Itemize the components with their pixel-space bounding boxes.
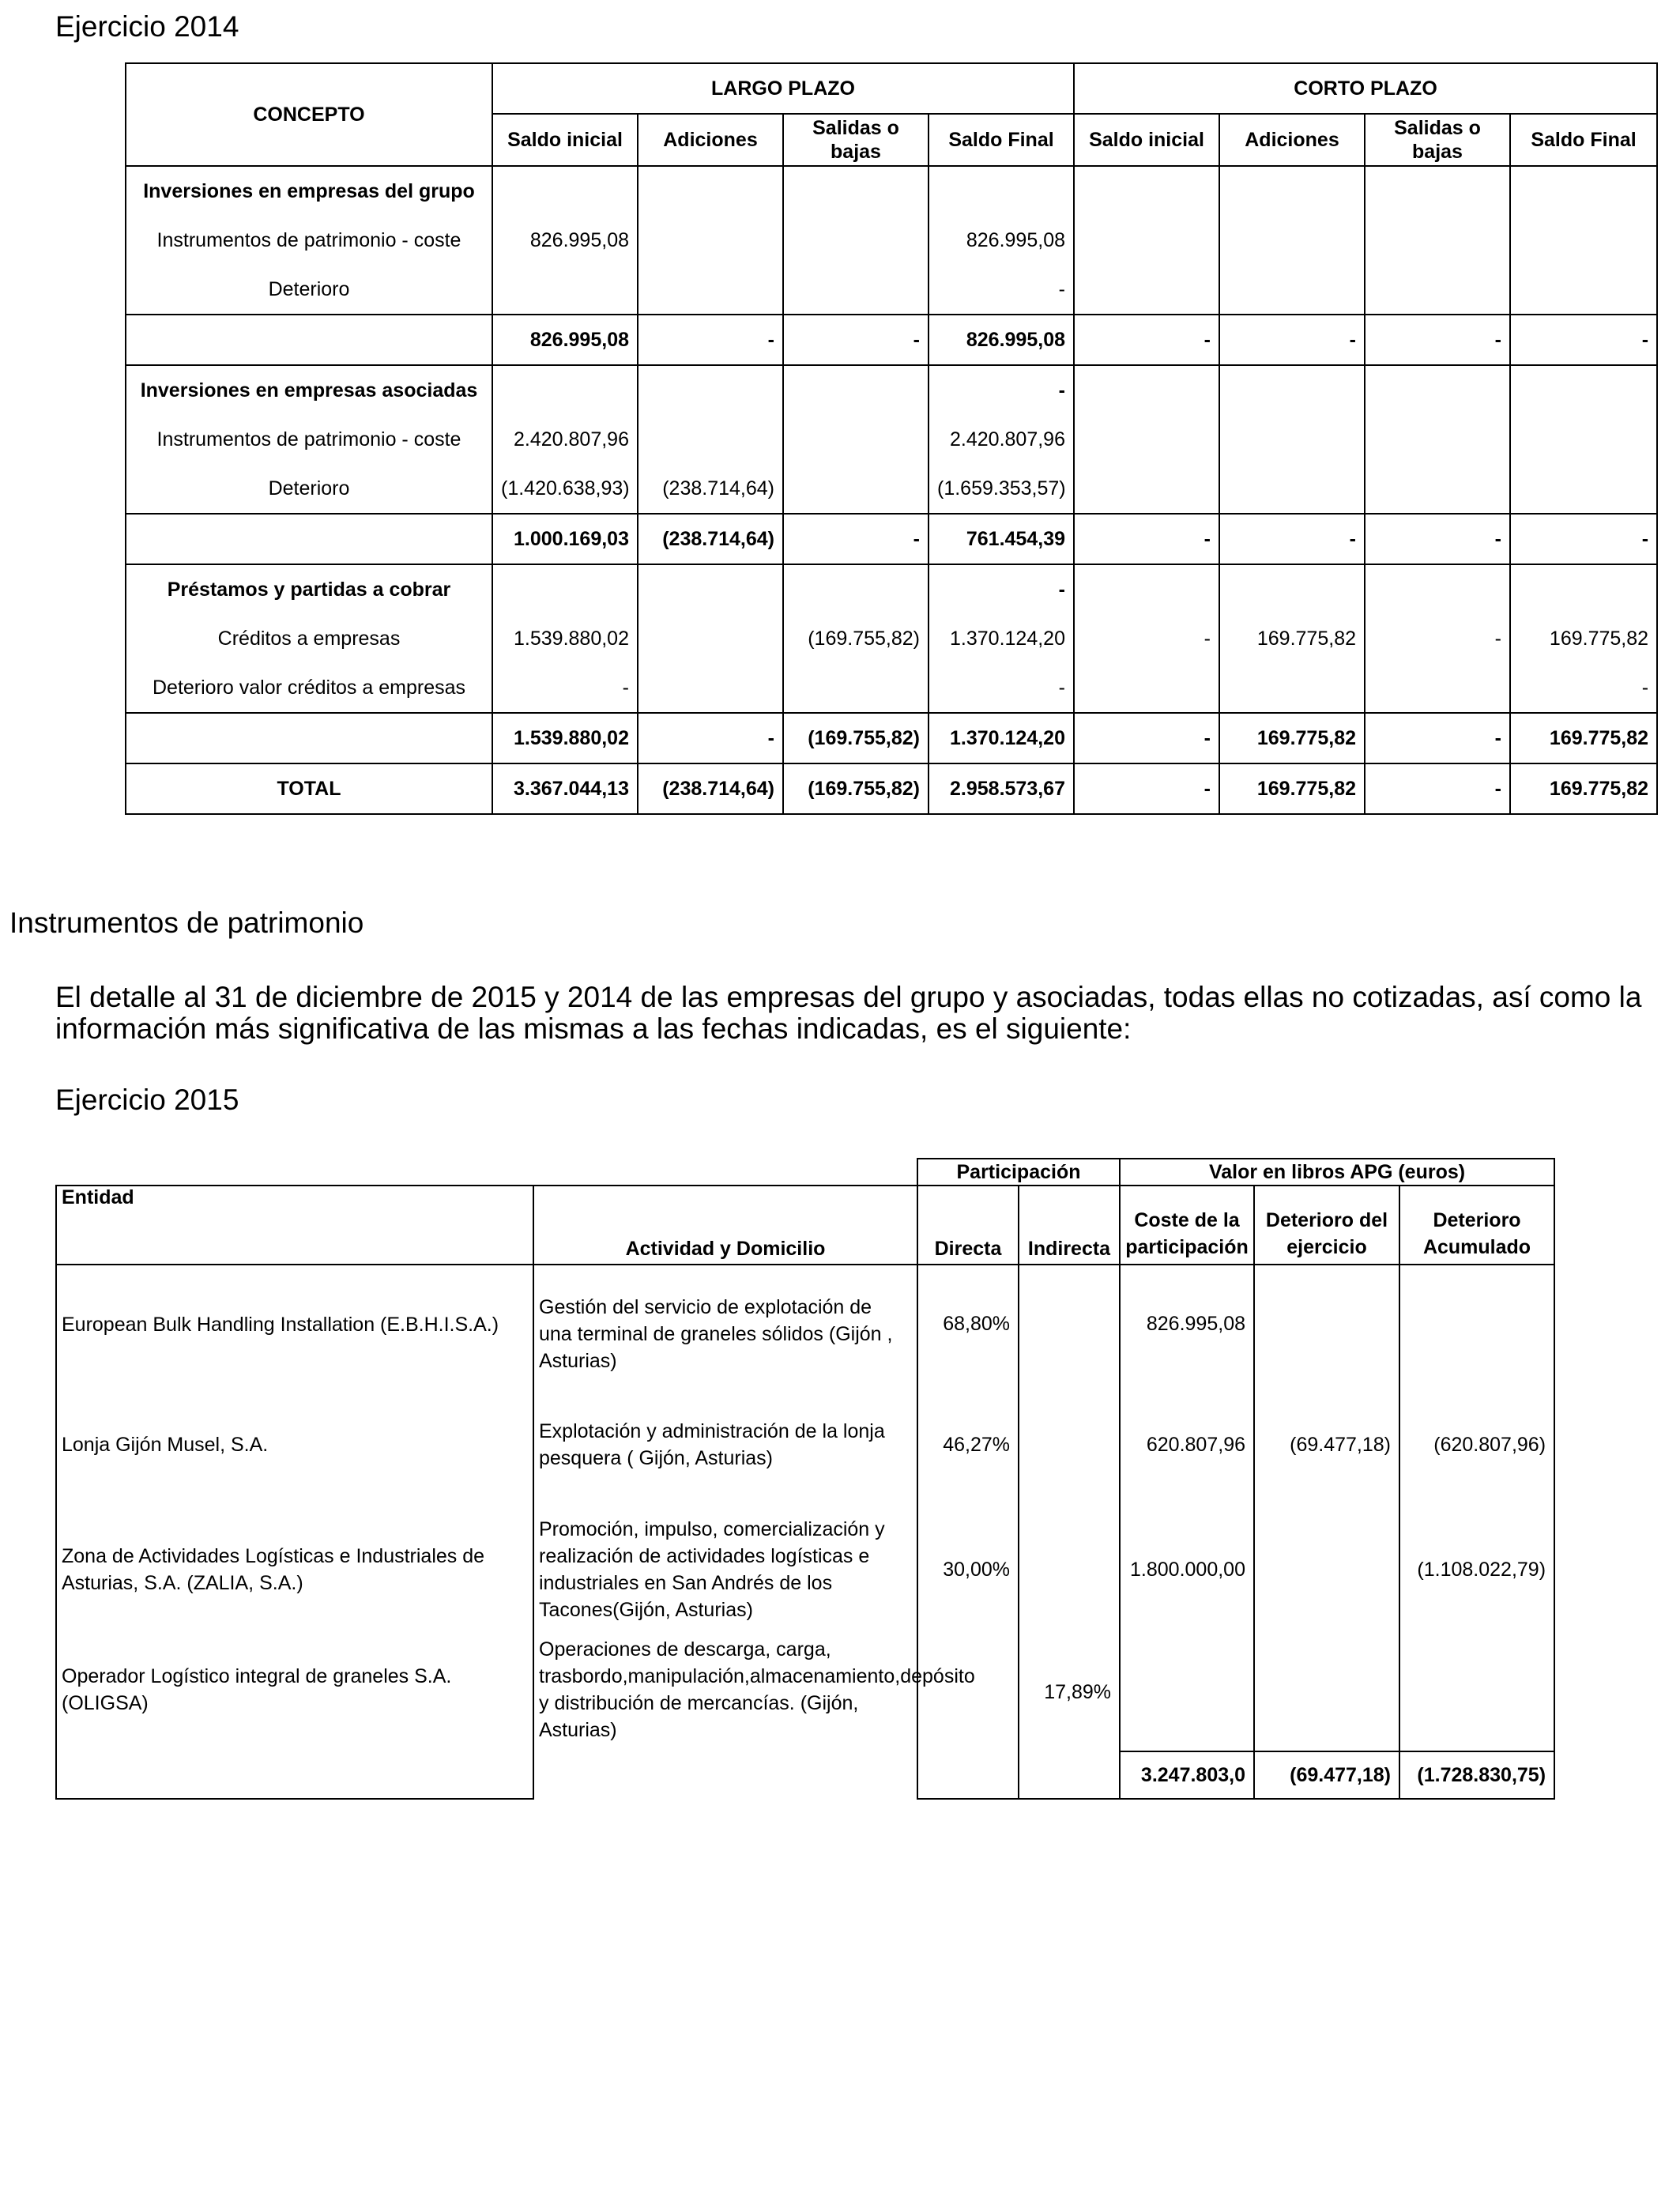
cell: 826.995,08 (929, 315, 1074, 365)
total-label: TOTAL (126, 763, 492, 814)
cell (492, 564, 638, 614)
cell: (1.659.353,57) (929, 464, 1074, 514)
det-ejercicio-cell (1254, 1506, 1399, 1633)
cell (783, 663, 929, 713)
table-row (56, 1506, 1554, 1633)
header-valor-libros: Valor en libros APG (euros) (1120, 1159, 1554, 1186)
det-acumulado-cell: (1.108.022,79) (1399, 1506, 1554, 1633)
cell (492, 265, 638, 315)
section-title-2014: Ejercicio 2014 (55, 10, 239, 43)
table-header-row (126, 63, 1657, 114)
cell (1510, 365, 1657, 415)
actividad-cell: Gestión del servicio de explotación de una terminal de graneles sólidos (Gijón , Asturias) (533, 1265, 917, 1383)
subtotal-row (126, 713, 1657, 763)
row-label: Deterioro (126, 265, 492, 315)
cell: - (929, 564, 1074, 614)
det-ejercicio-cell (1254, 1633, 1399, 1751)
cell: - (1074, 614, 1219, 663)
total-det-ejercicio: (69.477,18) (1254, 1751, 1399, 1799)
header-coste: Coste de la participación (1120, 1186, 1254, 1265)
cell: - (1074, 713, 1219, 763)
header-col: Salidas o bajas (1365, 114, 1510, 166)
cell: 169.775,82 (1219, 614, 1365, 663)
cell: (238.714,64) (638, 464, 783, 514)
cell (1365, 663, 1510, 713)
row-label: Inversiones en empresas asociadas (126, 365, 492, 415)
entidad-cell: Operador Logístico integral de graneles S.A. (OLIGSA) (56, 1633, 533, 1751)
cell: 826.995,08 (492, 216, 638, 265)
intro-paragraph: El detalle al 31 de diciembre de 2015 y 2014 de las empresas del grupo y asociadas, todas ellas no cotizadas, así como la información más significativa de las mismas a las fechas indicadas, es el siguiente: (55, 981, 1642, 1045)
cell (783, 564, 929, 614)
cell: - (929, 365, 1074, 415)
cell: - (1365, 614, 1510, 663)
coste-cell: 620.807,96 (1120, 1383, 1254, 1506)
entidad-cell: Lonja Gijón Musel, S.A. (56, 1383, 533, 1506)
total-coste: 3.247.803,0 (1120, 1751, 1254, 1799)
header-concepto: CONCEPTO (126, 63, 492, 166)
cell: - (1510, 663, 1657, 713)
cell (638, 663, 783, 713)
section-title-instrumentos: Instrumentos de patrimonio (9, 907, 364, 939)
row-label: Instrumentos de patrimonio - coste (126, 216, 492, 265)
cell (783, 265, 929, 315)
cell (1074, 265, 1219, 315)
header-participacion: Participación (917, 1159, 1120, 1186)
cell: - (492, 663, 638, 713)
directa-cell: 30,00% (917, 1506, 1019, 1633)
cell (638, 216, 783, 265)
cell: - (929, 663, 1074, 713)
entidad-cell: European Bulk Handling Installation (E.B.H.I.S.A.) (56, 1265, 533, 1383)
cell: - (783, 514, 929, 564)
coste-cell: 826.995,08 (1120, 1265, 1254, 1383)
section-title-2015: Ejercicio 2015 (55, 1084, 239, 1116)
table-2015 (55, 1158, 1555, 1800)
cell (783, 365, 929, 415)
cell (1365, 216, 1510, 265)
header-deterioro-acumulado: Deterioro Acumulado (1399, 1186, 1554, 1265)
cell: 2.958.573,67 (929, 763, 1074, 814)
cell (638, 365, 783, 415)
header-col: Saldo inicial (492, 114, 638, 166)
cell: 169.775,82 (1219, 763, 1365, 814)
cell: - (1074, 763, 1219, 814)
cell (1219, 365, 1365, 415)
cell: 169.775,82 (1219, 713, 1365, 763)
subtotal-row (126, 514, 1657, 564)
header-col: Adiciones (638, 114, 783, 166)
table-header-row (56, 1159, 1554, 1186)
det-ejercicio-cell (1254, 1265, 1399, 1383)
header-indirecta: Indirecta (1019, 1186, 1120, 1265)
cell (783, 216, 929, 265)
cell (1510, 564, 1657, 614)
table-row (126, 663, 1657, 713)
indirecta-cell (1019, 1383, 1120, 1506)
det-acumulado-cell (1399, 1265, 1554, 1383)
cell (783, 415, 929, 464)
coste-cell (1120, 1633, 1254, 1751)
actividad-cell: Promoción, impulso, comercialización y realización de actividades logísticas e industriales en San Andrés de los Tacones(Gijón, Asturias) (533, 1506, 917, 1633)
actividad-cell: Explotación y administración de la lonja pesquera ( Gijón, Asturias) (533, 1383, 917, 1506)
cell: 2.420.807,96 (492, 415, 638, 464)
cell (1074, 464, 1219, 514)
cell: (169.755,82) (783, 763, 929, 814)
cell (1365, 564, 1510, 614)
total-row (126, 763, 1657, 814)
directa-cell: 46,27% (917, 1383, 1019, 1506)
cell (638, 614, 783, 663)
cell (1510, 415, 1657, 464)
indirecta-cell (1019, 1265, 1120, 1383)
cell: 2.420.807,96 (929, 415, 1074, 464)
cell: 169.775,82 (1510, 713, 1657, 763)
header-directa: Directa (917, 1186, 1019, 1265)
entidad-cell: Zona de Actividades Logísticas e Industriales de Asturias, S.A. (ZALIA, S.A.) (56, 1506, 533, 1633)
det-acumulado-cell (1399, 1633, 1554, 1751)
cell (638, 415, 783, 464)
header-col: Adiciones (1219, 114, 1365, 166)
cell: 1.370.124,20 (929, 713, 1074, 763)
cell: - (1219, 514, 1365, 564)
cell: 1.539.880,02 (492, 614, 638, 663)
cell: - (1074, 514, 1219, 564)
cell (1219, 216, 1365, 265)
header-col: Saldo Final (929, 114, 1074, 166)
cell: (238.714,64) (638, 763, 783, 814)
cell (1219, 564, 1365, 614)
cell: - (1510, 315, 1657, 365)
cell: 169.775,82 (1510, 763, 1657, 814)
header-col: Saldo inicial (1074, 114, 1219, 166)
cell: - (1510, 514, 1657, 564)
cell (1365, 464, 1510, 514)
cell: - (1365, 514, 1510, 564)
table-row (56, 1265, 1554, 1383)
indirecta-cell: 17,89% (1019, 1633, 1120, 1751)
directa-cell: 68,80% (917, 1265, 1019, 1383)
cell (1074, 564, 1219, 614)
cell: - (638, 713, 783, 763)
header-col: Saldo Final (1510, 114, 1657, 166)
table-2014 (125, 62, 1658, 815)
table-row (56, 1383, 1554, 1506)
header-corto-plazo: CORTO PLAZO (1074, 63, 1657, 114)
table-row (126, 365, 1657, 415)
cell (1074, 663, 1219, 713)
table-row (126, 166, 1657, 216)
row-label: Créditos a empresas (126, 614, 492, 663)
cell (492, 365, 638, 415)
cell: - (1219, 315, 1365, 365)
cell: (169.755,82) (783, 713, 929, 763)
cell: - (929, 265, 1074, 315)
cell (1074, 365, 1219, 415)
table-subheader-row (56, 1186, 1554, 1265)
cell: 761.454,39 (929, 514, 1074, 564)
cell: 826.995,08 (929, 216, 1074, 265)
table-row (126, 564, 1657, 614)
cell (1365, 365, 1510, 415)
cell: - (638, 315, 783, 365)
cell (1074, 415, 1219, 464)
row-label: Inversiones en empresas del grupo (126, 166, 492, 216)
cell: - (1365, 315, 1510, 365)
table-row (126, 265, 1657, 315)
total-det-acumulado: (1.728.830,75) (1399, 1751, 1554, 1799)
det-ejercicio-cell: (69.477,18) (1254, 1383, 1399, 1506)
table-row (126, 464, 1657, 514)
cell (1510, 265, 1657, 315)
table-row (126, 415, 1657, 464)
cell: - (1365, 713, 1510, 763)
cell: 1.000.169,03 (492, 514, 638, 564)
cell (638, 265, 783, 315)
actividad-cell: Operaciones de descarga, carga, trasbordo,manipulación,almacenamiento,depósito y distribución de mercancías. (Gijón, Asturias) (533, 1633, 917, 1799)
cell (1219, 464, 1365, 514)
table-row (126, 216, 1657, 265)
table-row (126, 614, 1657, 663)
coste-cell: 1.800.000,00 (1120, 1506, 1254, 1633)
cell: 1.539.880,02 (492, 713, 638, 763)
cell: 3.367.044,13 (492, 763, 638, 814)
cell (1219, 265, 1365, 315)
cell: - (1365, 763, 1510, 814)
cell (783, 464, 929, 514)
cell (1510, 464, 1657, 514)
cell: (1.420.638,93) (492, 464, 638, 514)
cell (1365, 415, 1510, 464)
cell (638, 564, 783, 614)
row-label: Instrumentos de patrimonio - coste (126, 415, 492, 464)
subtotal-row (126, 315, 1657, 365)
cell (1219, 663, 1365, 713)
cell: (238.714,64) (638, 514, 783, 564)
cell (1074, 216, 1219, 265)
header-col: Salidas o bajas (783, 114, 929, 166)
cell: - (1074, 315, 1219, 365)
row-label: Deterioro (126, 464, 492, 514)
cell: - (783, 315, 929, 365)
header-deterioro-ejercicio: Deterioro del ejercicio (1254, 1186, 1399, 1265)
cell: 826.995,08 (492, 315, 638, 365)
cell: (169.755,82) (783, 614, 929, 663)
cell: 1.370.124,20 (929, 614, 1074, 663)
indirecta-cell (1019, 1506, 1120, 1633)
directa-cell (917, 1633, 1019, 1751)
det-acumulado-cell: (620.807,96) (1399, 1383, 1554, 1506)
header-entidad: Entidad (56, 1186, 533, 1265)
header-actividad: Actividad y Domicilio (533, 1186, 917, 1265)
header-largo-plazo: LARGO PLAZO (492, 63, 1074, 114)
table-row (56, 1633, 1554, 1751)
cell (1365, 265, 1510, 315)
row-label: Deterioro valor créditos a empresas (126, 663, 492, 713)
cell (1510, 216, 1657, 265)
cell: 169.775,82 (1510, 614, 1657, 663)
cell (1219, 415, 1365, 464)
row-label: Préstamos y partidas a cobrar (126, 564, 492, 614)
